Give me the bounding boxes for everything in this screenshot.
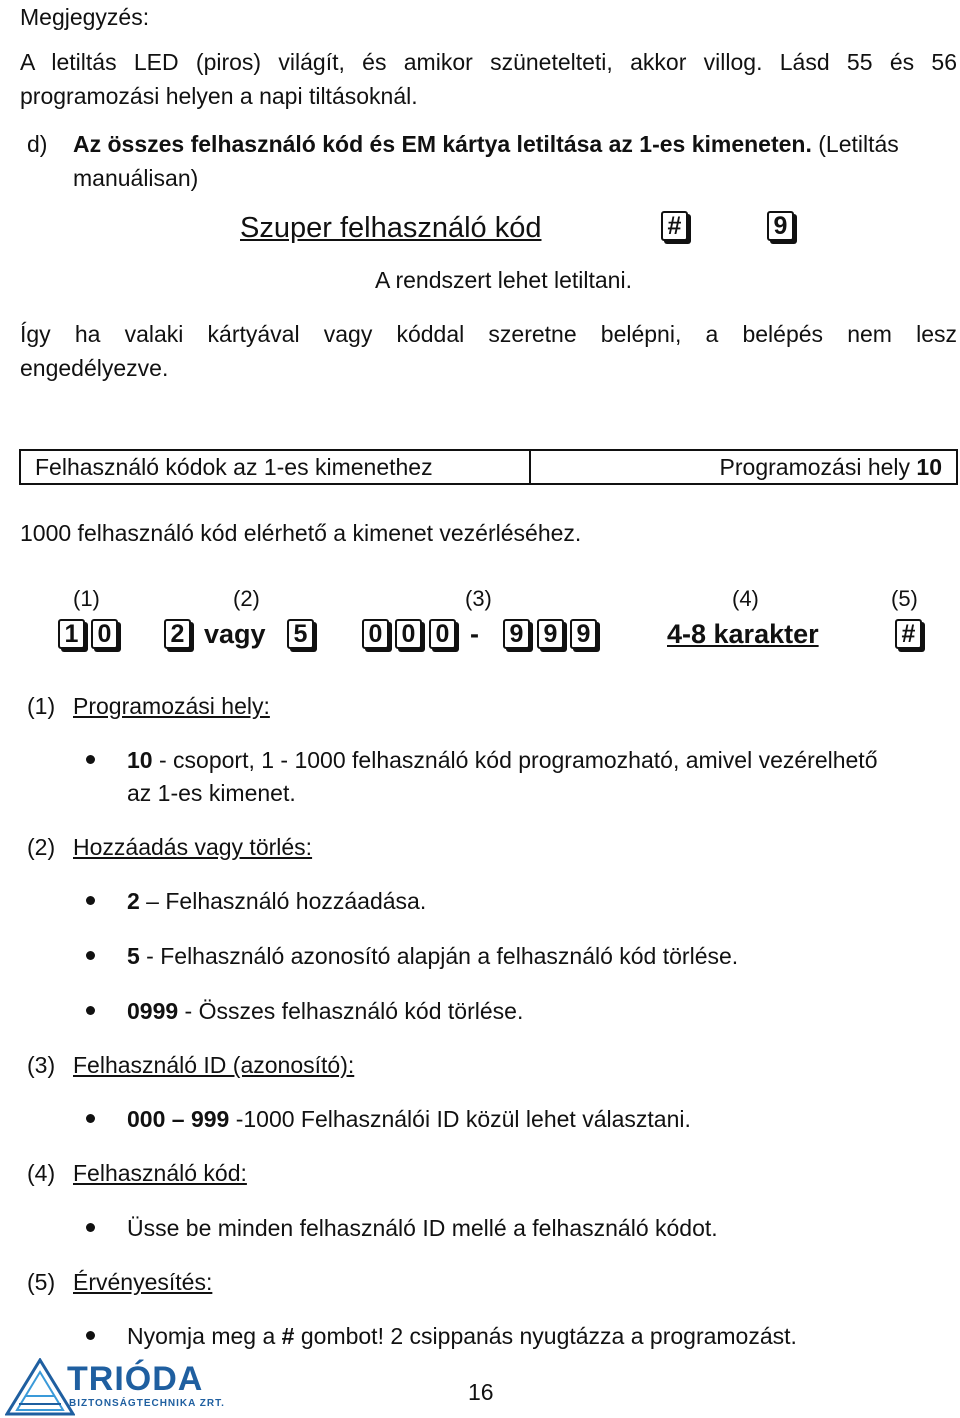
intro-text: 1000 felhasználó kód elérhető a kimenet vezérléséhez. (20, 520, 582, 546)
bullet-icon (86, 1223, 95, 1232)
section-1-heading (27, 689, 270, 723)
paragraph-line-2: engedélyezve. (20, 355, 169, 381)
bullet-icon (86, 1006, 95, 1015)
bullet-2-bold: 2 (127, 888, 140, 914)
bullet-2-text: – Felhasználó hozzáadása. (139, 888, 427, 914)
bullet-3 (127, 939, 738, 973)
bullet-icon (86, 1114, 95, 1123)
item-d-line-1 (73, 127, 899, 161)
hash-key-icon: # (895, 619, 922, 649)
seq-label-4: (4) (732, 586, 759, 611)
logo-triangle-icon (5, 1358, 75, 1416)
seq-label-5: (5) (891, 586, 918, 611)
bullet-1-line-1 (127, 743, 878, 777)
vagy-text: vagy (204, 619, 266, 649)
nine-key-icon: 9 (767, 211, 794, 241)
section-5-heading (27, 1265, 212, 1299)
table-left-cell: Felhasználó kódok az 1-es kimenethez (20, 450, 530, 484)
seq-label-3: (3) (465, 586, 492, 611)
section-title: Hozzáadás vagy törlés: (73, 834, 313, 860)
bullet-5 (127, 1102, 691, 1136)
note-text-2: programozási helyen a napi tiltásoknál. (20, 83, 418, 109)
key-9-icon: 9 (570, 619, 597, 649)
table-right-text: Programozási hely (719, 453, 917, 480)
logo-name: TRIÓDA (67, 1360, 204, 1398)
super-caption: A rendszert lehet letiltani. (375, 267, 632, 293)
super-user-code-label: Szuper felhasználó kód (240, 212, 542, 244)
bullet-7-text-1: Nyomja meg a (127, 1323, 282, 1349)
section-number: (1) (27, 693, 56, 719)
bullet-6: Üsse be minden felhasználó ID mellé a felhasználó kódot. (127, 1215, 718, 1241)
table-right-cell (530, 450, 957, 484)
bullet-7 (127, 1319, 797, 1353)
logo-subtitle: BIZTONSÁGTECHNIKA ZRT. (69, 1398, 225, 1409)
bullet-1-bold: 10 (127, 747, 153, 773)
paragraph-line-1: Így ha valaki kártyával vagy kóddal szeretne belépni, a belépés nem lesz (20, 321, 957, 347)
bullet-7-text-2: gombot! 2 csippanás nyugtázza a programozást. (294, 1323, 797, 1349)
bullet-3-text: - Felhasználó azonosító alapján a felhasználó kód törlése. (139, 943, 739, 969)
section-number: (4) (27, 1160, 56, 1186)
page-number: 16 (468, 1379, 494, 1405)
bullet-7-bold: # (281, 1323, 295, 1349)
bullet-4-bold: 0999 (127, 998, 179, 1024)
key-0-icon: 0 (395, 619, 422, 649)
key-0-icon: 0 (362, 619, 389, 649)
bullet-icon (86, 1331, 95, 1340)
bullet-1-line-2: az 1-es kimenet. (127, 780, 296, 806)
dash-text: - (470, 619, 479, 649)
section-title: Programozási hely: (73, 693, 270, 719)
key-5-icon: 5 (287, 619, 314, 649)
item-d-bold: Az összes felhasználó kód és EM kártya letiltása az 1-es kimeneten. (73, 131, 812, 157)
item-d-marker: d) (27, 131, 48, 157)
section-number: (3) (27, 1052, 56, 1078)
section-title: Érvényesítés: (73, 1269, 213, 1295)
section-4-heading (27, 1156, 247, 1190)
bullet-1-text: - csoport, 1 - 1000 felhasználó kód programozható, amivel vezérelhető (152, 747, 878, 773)
section-title: Felhasználó kód: (73, 1160, 247, 1186)
key-2-icon: 2 (164, 619, 191, 649)
trioda-logo (5, 1358, 235, 1416)
hash-key-icon: # (661, 211, 688, 241)
seq-label-1: (1) (73, 586, 100, 611)
program-location-table (19, 449, 958, 485)
table-right-bold: 10 (916, 453, 942, 480)
section-number: (2) (27, 834, 56, 860)
karakter-text: 4-8 karakter (667, 619, 819, 649)
item-d-line-2: manuálisan) (73, 165, 199, 191)
bullet-5-text: -1000 Felhasználói ID közül lehet választani. (229, 1106, 691, 1132)
bullet-4 (127, 994, 523, 1028)
bullet-4-text: - Összes felhasználó kód törlése. (178, 998, 524, 1024)
key-0-icon: 0 (91, 619, 118, 649)
note-text-1: A letiltás LED (piros) világít, és amikor szünetelteti, akkor villog. Lásd 55 és 56 (20, 49, 957, 75)
bullet-icon (86, 896, 95, 905)
key-0-icon: 0 (429, 619, 456, 649)
note-heading: Megjegyzés: (20, 4, 150, 30)
item-d-normal: (Letiltás (811, 131, 899, 157)
section-2-heading (27, 830, 312, 864)
bullet-icon (86, 755, 95, 764)
section-number: (5) (27, 1269, 56, 1295)
bullet-3-bold: 5 (127, 943, 140, 969)
bullet-2 (127, 884, 426, 918)
section-3-heading (27, 1048, 354, 1082)
key-9-icon: 9 (537, 619, 564, 649)
bullet-5-bold: 000 – 999 (127, 1106, 230, 1132)
bullet-icon (86, 951, 95, 960)
section-title: Felhasználó ID (azonosító): (73, 1052, 355, 1078)
key-9-icon: 9 (503, 619, 530, 649)
key-1-icon: 1 (58, 619, 85, 649)
seq-label-2: (2) (233, 586, 260, 611)
